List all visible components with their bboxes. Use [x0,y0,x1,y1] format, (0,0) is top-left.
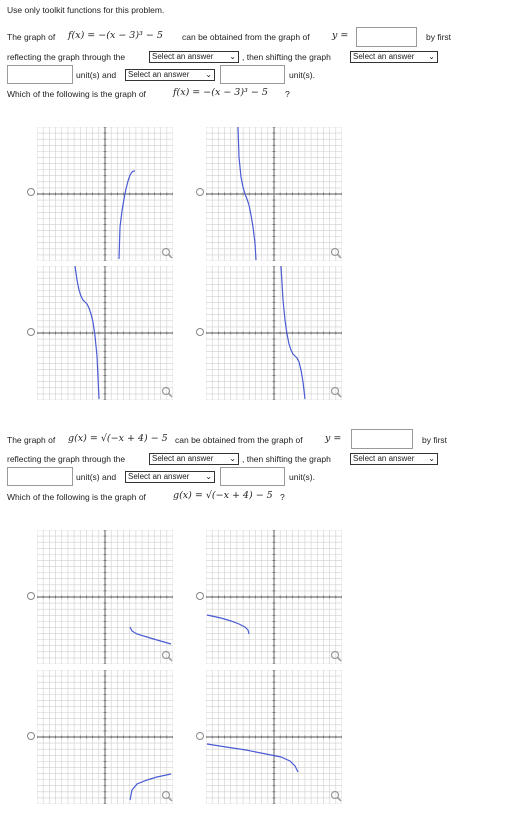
q2-reflect-select[interactable] [149,453,239,465]
magnifier-icon[interactable] [330,790,342,802]
q1-shift2-amount-input[interactable] [220,65,285,84]
q1-option-a-radio[interactable] [27,188,35,196]
q1-option-c-curve [75,266,99,399]
q2-option-d-graph [206,670,342,804]
coordinate-grid [206,530,342,664]
q1-option-d-curve [281,266,305,399]
q1-reflect-select[interactable] [149,51,239,63]
chevron-down-icon: ⌄ [428,52,435,61]
q1-option-a-graph [37,127,173,261]
q2-line2-middle: , then shifting the graph [242,454,331,464]
q2-shift1-amount-input[interactable] [7,467,73,486]
q2-option-a-radio[interactable] [27,592,35,600]
coordinate-grid [37,266,173,400]
coordinate-grid [206,266,342,400]
q1-function-label: f(x) = −(x − 3)³ − 5 [68,30,163,41]
instructions-text: Use only toolkit functions for this problem. [7,5,165,15]
q1-option-c-radio[interactable] [27,328,35,336]
q2-option-b-radio[interactable] [196,592,204,600]
q2-option-b-graph [206,530,342,664]
q1-reflect-select-value: Select an answer [152,52,214,61]
q2-option-c-graph [37,670,173,804]
q1-question-suffix: ? [285,89,290,99]
q1-shift1-select-value: Select an answer [353,52,415,61]
chevron-down-icon: ⌄ [229,454,236,463]
q2-line1-prefix: The graph of [7,435,56,445]
q1-shift1-direction-select[interactable] [350,51,438,63]
q1-option-b-radio[interactable] [196,188,204,196]
q2-line1-suffix: by first [422,435,448,445]
chevron-down-icon: ⌄ [205,472,212,481]
q1-shift1-amount-input[interactable] [7,65,73,84]
magnifier-icon[interactable] [330,650,342,662]
q2-question-prefix: Which of the following is the graph of [7,492,146,502]
magnifier-icon[interactable] [161,650,173,662]
chevron-down-icon: ⌄ [205,70,212,79]
q2-line3-middle: unit(s) and [76,472,117,482]
q1-y-equals: y = [332,30,349,41]
q1-line1-prefix: The graph of [7,32,56,42]
magnifier-icon[interactable] [161,386,173,398]
q2-question-function: g(x) = √(−x + 4) − 5 [173,490,273,501]
q1-parent-function-input[interactable] [356,27,417,47]
q2-option-d-curve [207,744,298,772]
q1-shift2-direction-select[interactable] [125,69,215,81]
q1-line3-middle: unit(s) and [76,70,117,80]
q1-option-b-graph [206,127,342,261]
q1-option-d-graph [206,266,342,400]
chevron-down-icon: ⌄ [229,52,236,61]
q2-shift2-direction-select[interactable] [125,471,215,483]
q1-option-b-curve [238,127,256,260]
magnifier-icon[interactable] [330,247,342,259]
q2-function-label: g(x) = √(−x + 4) − 5 [68,433,168,444]
coordinate-grid [206,670,342,804]
q2-reflect-select-value: Select an answer [152,454,214,463]
q2-line1-middle: can be obtained from the graph of [175,435,303,445]
q2-shift2-amount-input[interactable] [220,467,285,486]
q2-shift1-select-value: Select an answer [353,454,415,463]
q1-shift2-select-value: Select an answer [128,70,190,79]
magnifier-icon[interactable] [330,386,342,398]
q1-question-function: f(x) = −(x − 3)³ − 5 [173,87,268,98]
q2-shift2-select-value: Select an answer [128,472,190,481]
magnifier-icon[interactable] [161,790,173,802]
q1-line1-suffix: by first [426,32,452,42]
q2-shift1-direction-select[interactable] [350,453,438,465]
coordinate-grid [37,530,173,664]
q2-line3-suffix: unit(s). [289,472,315,482]
coordinate-grid [206,127,342,261]
q1-line3-suffix: unit(s). [289,70,315,80]
coordinate-grid [37,127,173,261]
chevron-down-icon: ⌄ [428,454,435,463]
q1-line2-prefix: reflecting the graph through the [7,52,126,62]
coordinate-grid [37,670,173,804]
q2-option-b-curve [207,615,249,634]
q1-line1-middle: can be obtained from the graph of [182,32,310,42]
q1-question-prefix: Which of the following is the graph of [7,89,146,99]
q2-y-equals: y = [325,433,342,444]
q1-option-a-curve [119,171,135,259]
magnifier-icon[interactable] [161,247,173,259]
q1-option-c-graph [37,266,173,400]
q1-line2-middle: , then shifting the graph [242,52,331,62]
q2-option-c-radio[interactable] [27,732,35,740]
q2-question-suffix: ? [280,492,285,502]
q2-option-a-graph [37,530,173,664]
q2-option-d-radio[interactable] [196,732,204,740]
q2-line2-prefix: reflecting the graph through the [7,454,126,464]
q2-parent-function-input[interactable] [351,429,413,449]
q1-option-d-radio[interactable] [196,328,204,336]
